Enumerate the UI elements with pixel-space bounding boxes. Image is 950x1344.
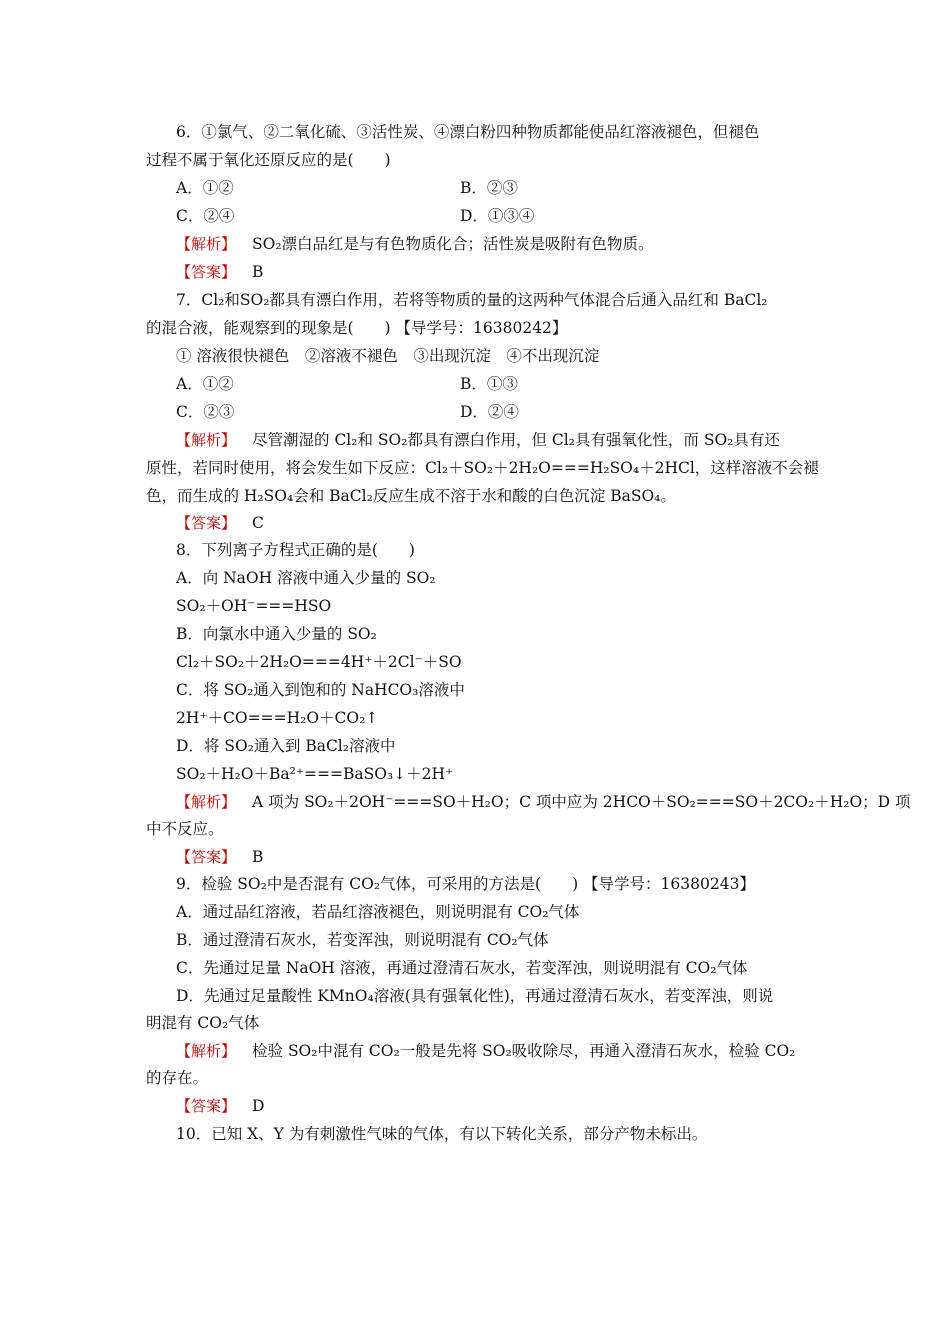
q7-option-d: D．②④ bbox=[460, 403, 519, 421]
q7-option-b: B．①③ bbox=[460, 375, 518, 393]
q9-stem: 9．检验 SO₂中是否混有 CO₂气体，可采用的方法是( ) 【导学号：16380243】 bbox=[176, 875, 755, 893]
q7-option-c: C．②③ bbox=[176, 403, 235, 421]
q10-stem: 10．已知 X、Y 为有刺激性气味的气体，有以下转化关系，部分产物未标出。 bbox=[176, 1125, 708, 1143]
q6-analysis bbox=[176, 234, 654, 254]
q8-analysis-line-1 bbox=[176, 792, 911, 812]
q9-analysis-line-2: 的存在。 bbox=[146, 1069, 209, 1087]
q8-option-c: C．将 SO₂通入到饱和的 NaHCO₃溶液中 bbox=[176, 681, 465, 699]
q6-stem-line-1: 6．①氯气、②二氧化硫、③活性炭、④漂白粉四种物质都能使品红溶液褪色，但褪色 bbox=[176, 123, 760, 141]
q8-answer-text: B bbox=[252, 848, 264, 866]
q8-answer bbox=[176, 847, 263, 867]
q9-option-c: C．先通过足量 NaOH 溶液，再通过澄清石灰水，若变浑浊，则说明混有 CO₂气体 bbox=[176, 959, 748, 977]
q8-analysis-line-2: 中不反应。 bbox=[146, 820, 224, 838]
q6-option-b: B．②③ bbox=[460, 179, 518, 197]
analysis-label: 【解析】 bbox=[176, 793, 237, 811]
q6-answer bbox=[176, 262, 263, 282]
analysis-label: 【解析】 bbox=[176, 1042, 237, 1060]
q7-analysis-line-3: 色，而生成的 H₂SO₄会和 BaCl₂反应生成不溶于水和酸的白色沉淀 BaSO₄。 bbox=[146, 487, 676, 505]
q6-option-a: A．①② bbox=[176, 179, 234, 197]
q9-option-d-line-1: D．先通过足量酸性 KMnO₄溶液(具有强氧化性)，再通过澄清石灰水，若变浑浊，则说 bbox=[176, 987, 774, 1005]
q8-equation-d: SO₂＋H₂O＋Ba²⁺===BaSO₃↓＋2H⁺ bbox=[176, 765, 454, 783]
q9-answer bbox=[176, 1096, 264, 1116]
q8-equation-b: Cl₂＋SO₂＋2H₂O===4H⁺＋2Cl⁻＋SO bbox=[176, 653, 462, 671]
q7-analysis-text-1: 尽管潮湿的 Cl₂和 SO₂都具有漂白作用，但 Cl₂具有强氧化性，而 SO₂具有还 bbox=[252, 431, 780, 449]
q6-answer-text: B bbox=[252, 263, 264, 281]
q8-analysis-text-1: A 项为 SO₂＋2OH⁻===SO＋H₂O；C 项中应为 2HCO＋SO₂===SO＋2CO₂＋H₂O；D 项 bbox=[252, 793, 911, 811]
analysis-label: 【解析】 bbox=[176, 431, 237, 449]
q8-equation-a: SO₂＋OH⁻===HSO bbox=[176, 597, 332, 615]
q7-analysis-line-1 bbox=[176, 430, 780, 450]
q8-option-b: B．向氯水中通入少量的 SO₂ bbox=[176, 625, 377, 643]
q8-option-a: A．向 NaOH 溶液中通入少量的 SO₂ bbox=[176, 569, 436, 587]
answer-label: 【答案】 bbox=[176, 263, 237, 281]
q7-analysis-line-2: 原性，若同时使用，将会发生如下反应：Cl₂＋SO₂＋2H₂O===H₂SO₄＋2HCl，这样溶液不会褪 bbox=[146, 459, 819, 477]
q8-option-d: D．将 SO₂通入到 BaCl₂溶液中 bbox=[176, 737, 396, 755]
answer-label: 【答案】 bbox=[176, 1097, 237, 1115]
q7-phenomena-list: ① 溶液很快褪色 ②溶液不褪色 ③出现沉淀 ④不出现沉淀 bbox=[176, 347, 600, 365]
q9-analysis-text-1: 检验 SO₂中混有 CO₂一般是先将 SO₂吸收除尽，再通入澄清石灰水，检验 CO₂ bbox=[252, 1042, 796, 1060]
q6-stem-line-2: 过程不属于氧化还原反应的是( ) bbox=[146, 151, 391, 169]
q7-stem-line-1: 7．Cl₂和SO₂都具有漂白作用，若将等物质的量的这两种气体混合后通入品红和 BaCl₂ bbox=[176, 291, 768, 309]
q6-option-c: C．②④ bbox=[176, 207, 235, 225]
analysis-label: 【解析】 bbox=[176, 235, 237, 253]
q9-answer-text: D bbox=[252, 1097, 265, 1115]
answer-label: 【答案】 bbox=[176, 514, 237, 532]
q7-answer-text: C bbox=[252, 514, 264, 532]
q9-option-d-line-2: 明混有 CO₂气体 bbox=[146, 1014, 260, 1032]
q8-stem: 8．下列离子方程式正确的是( ) bbox=[176, 541, 415, 559]
q6-option-d: D．①③④ bbox=[460, 207, 535, 225]
q9-option-a: A．通过品红溶液，若品红溶液褪色，则说明混有 CO₂气体 bbox=[176, 903, 580, 921]
answer-label: 【答案】 bbox=[176, 848, 237, 866]
q6-analysis-text: SO₂漂白品红是与有色物质化合；活性炭是吸附有色物质。 bbox=[252, 235, 654, 253]
q9-option-b: B．通过澄清石灰水，若变浑浊，则说明混有 CO₂气体 bbox=[176, 931, 549, 949]
q7-answer bbox=[176, 513, 264, 533]
q7-option-a: A．①② bbox=[176, 375, 234, 393]
q8-equation-c: 2H⁺＋CO===H₂O＋CO₂↑ bbox=[176, 709, 379, 727]
q9-analysis-line-1 bbox=[176, 1041, 795, 1061]
q7-stem-line-2: 的混合液，能观察到的现象是( ) 【导学号：16380242】 bbox=[146, 319, 568, 337]
